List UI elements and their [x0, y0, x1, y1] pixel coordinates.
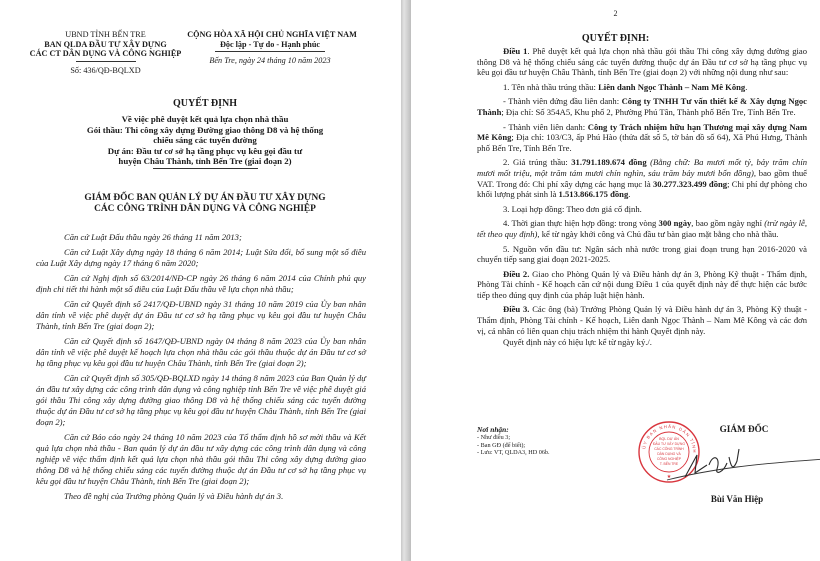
duration-text: , kể từ ngày khởi công và Chủ đầu tư bàn giao mặt bằng cho nhà thầu.	[537, 228, 779, 239]
item-label: 1. Tên nhà thầu trúng thầu:	[503, 81, 599, 92]
recipient-item: - Ban GĐ (để biết);	[477, 441, 526, 449]
duration-text: , bao gồm ngày nghỉ	[691, 218, 765, 229]
legal-basis: Căn cứ Nghị định số 63/2014/NĐ-CP ngày 26 tháng 6 năm 2014 của Chính phủ quy định chi tiết thi hành một số điều của Luật Đấu thầu về lựa chọn nhà thầu;	[36, 273, 366, 294]
legal-basis: Căn cứ Luật Đấu thầu ngày 26 tháng 11 năm 2013;	[64, 232, 242, 242]
legal-basis: Căn cứ Quyết định số 1647/QĐ-UBND ngày 04 tháng 8 năm 2023 của Ủy ban nhân dân tỉnh về việc phê duyệt kế hoạch lựa chọn nhà thầu các gói thầu thuộc dự án Đầu tư cơ sở hạ tầng phục vụ kêu gọi đầu tư huyện Châu Thành, tỉnh Bến Tre (giai đoạn 2);	[36, 336, 366, 368]
svg-text:ỦY BAN NHÂN DÂN TỈNH: ỦY BAN NHÂN DÂN TỈNH	[641, 423, 698, 454]
document-title: QUYẾT ĐỊNH	[173, 98, 237, 109]
lead-member-address: ; Địa chỉ: Số 354A5, Khu phố 2, Phường Phú Tân, Thành phố Bến Tre, Tỉnh Bến Tre.	[501, 106, 796, 117]
svg-text:BQL DỰ ÁN: BQL DỰ ÁN	[659, 437, 679, 441]
issuing-authority	[20, 193, 390, 216]
legal-bases	[36, 232, 366, 506]
document-number: Số: 436/QĐ-BQLXD	[70, 65, 141, 75]
document-subject	[20, 114, 390, 173]
construction-cost: 30.277.323.499 đồng	[652, 178, 728, 189]
legal-basis: Theo đề nghị của Trưởng phòng Quản lý và Điều hành dự án 3.	[64, 491, 284, 501]
article-2	[477, 269, 807, 301]
item-label: 4. Thời gian thực hiện hợp đồng: trong vòng	[503, 218, 659, 229]
contract-type: 3. Loại hợp đồng: Theo đơn giá cố định.	[503, 203, 642, 214]
svg-text:★: ★	[666, 475, 672, 480]
joint-member-name: Công ty Trách nhiệm hữu hạn Thương mại xây dựng Nam Mê Kông	[477, 121, 807, 143]
svg-text:CÔNG NGHIỆP: CÔNG NGHIỆP	[656, 457, 682, 461]
contingency-label: ; Chi phí dự phòng cho khối lượng phát sinh là	[477, 178, 807, 200]
svg-text:DÂN DỤNG VÀ: DÂN DỤNG VÀ	[657, 452, 681, 456]
authority-line: GIÁM ĐỐC BAN QUẢN LÝ DỰ ÁN ĐẦU TƯ XÂY DỰNG	[84, 193, 326, 203]
article-text: Các ông (bà) Trưởng Phòng Quản lý và Điều hành dự án 3, Phòng Kỹ thuật - Thẩm định, Phòng Tài chính - Kế hoạch, Liên danh Ngọc Thành – Nam Mê Kông và các đơn vị, cá nhân có liên quan chịu trách nhiệm thi hành Quyết định này.	[477, 304, 808, 336]
authority-line: CÁC CÔNG TRÌNH DÂN DỤNG VÀ CÔNG NGHIỆP	[94, 204, 316, 215]
legal-basis: Căn cứ Báo cáo ngày 24 tháng 10 năm 2023 của Tổ thẩm định hồ sơ mời thầu và Kết quả lựa chọn nhà thầu - Ban quản lý dự án đầu tư xây dựng các công trình dân dụng và công nghiệp về việc thẩm định kết quả lựa chọn nhà thầu gói thầu Thi công xây dựng đường giao thông D8 và hệ thống chiếu sáng các tuyến đường thuộc dự án Đầu tư cơ sở hạ tầng phục vụ kêu gọi đầu tư huyện Châu Thành, tỉnh Bến Tre (giai đoạn 2);	[36, 432, 366, 486]
issuing-agency-header	[18, 30, 193, 75]
legal-basis: Căn cứ Quyết định số 305/QĐ-BQLXD ngày 14 tháng 8 năm 2023 của Ban Quản lý dự án đầu tư xây dựng các công trình dân dụng và công nghiệp tỉnh Bến Tre về việc phê duyệt giá gói thầu Thi công xây dựng đường giao thông D8 và hệ thống chiếu sáng các tuyến đường thuộc dự án Đầu tư cơ sở hạ tầng phục vụ kêu gọi đầu tư huyện Châu Thành, tỉnh Bến Tre (giai đoạn 2);	[36, 373, 366, 427]
article-label: Điều 1	[503, 46, 528, 56]
article-text: . Phê duyệt kết quả lựa chọn nhà thầu gói thầu Thi công xây dựng đường giao thông D8 và hệ thống chiếu sáng các tuyến đường thuộc dự án Đầu tư cơ sở hạ tầng phục vụ kêu gọi đầu tư huyện Châu Thành, tỉnh Bến Tre (giai đoạn 2) với những nội dung như sau:	[477, 46, 807, 78]
agency-name-line2: CÁC CT DÂN DỤNG VÀ CÔNG NGHIỆP	[29, 49, 182, 58]
winning-bidder-name: Liên danh Ngọc Thành – Nam Mê Kông	[598, 81, 746, 92]
signature-icon	[647, 435, 820, 495]
article-label: Điều 2.	[503, 268, 530, 279]
price-in-words: (Bằng chữ: Ba mươi mốt tỷ, bảy trăm chín mươi mốt triệu, một trăm tám mươi chín nghìn, sáu trăm bảy mươi bốn đồng)	[477, 157, 808, 178]
recipient-item: - Lưu: VT, QLDA3, HD 06b.	[477, 449, 550, 457]
svg-text:ĐẦU TƯ XÂY DỰNG: ĐẦU TƯ XÂY DỰNG	[652, 442, 686, 446]
item-label: - Thành viên đứng đầu liên danh:	[503, 96, 622, 107]
price-value: 31.791.189.674 đồng	[571, 157, 647, 168]
svg-text:CÁC CÔNG TRÌNH: CÁC CÔNG TRÌNH	[654, 447, 684, 451]
document-date: Bến Tre, ngày 24 tháng 10 năm 2023	[209, 56, 331, 65]
svg-text:T. BẾN TRE: T. BẾN TRE	[659, 462, 679, 466]
joint-member	[477, 122, 807, 154]
decision-body	[477, 46, 807, 352]
funding-source: 5. Nguồn vốn đầu tư: Ngân sách nhà nước trong giai đoạn trung hạn 2016-2020 và chuyển tiếp sang giai đoạn 2021-2025.	[477, 243, 807, 265]
recipient-item: - Như điều 3;	[477, 434, 511, 441]
motto-divider	[215, 51, 325, 52]
contract-duration	[477, 218, 807, 239]
lead-member	[477, 96, 807, 117]
document-page-1	[0, 0, 401, 561]
article-text: Giao cho Phòng Quản lý và Điều hành dự án 3, Phòng Kỹ thuật - Thẩm định, Phòng Tài chính - Kế hoạch căn cứ nội dung Điều 1 của quyết định này để thực hiện các bước tiếp theo đúng quy định của pháp luật hiện hành.	[477, 268, 807, 300]
document-page-2	[411, 0, 820, 561]
article-1	[477, 46, 807, 78]
national-name: CỘNG HÒA XÃ HỘI CHỦ NGHĨA VIỆT NAM	[187, 30, 357, 39]
winning-bidder: 1. Tên nhà thầu trúng thầu: Liên danh Ngọc Thành – Nam Mê Kông.	[503, 81, 748, 92]
page-gutter	[401, 0, 411, 561]
contingency-cost: 1.513.866.175 đồng	[558, 189, 629, 200]
article-3	[477, 304, 807, 336]
header-divider	[76, 61, 136, 62]
subject-line: huyện Châu Thành, tỉnh Bến Tre (giai đoạn 2)	[118, 156, 292, 167]
effective-clause: Quyết định này có hiệu lực kể từ ngày ký./.	[503, 337, 652, 348]
price-vat-note: , bao gồm thuế VAT. Trong đó: Chi phí xây dựng các hạng mục là	[477, 167, 807, 189]
recipients-title: Nơi nhận:	[477, 425, 509, 434]
item-label: 2. Giá trúng thầu:	[503, 157, 572, 168]
legal-basis: Căn cứ Luật Xây dựng ngày 18 tháng 6 năm 2014; Luật Sửa đổi, bổ sung một số điều của Luật Xây dựng ngày 17 tháng 6 năm 2020;	[36, 247, 366, 268]
decision-heading: QUYẾT ĐỊNH:	[581, 33, 650, 44]
national-motto: Độc lập - Tự do - Hạnh phúc	[219, 39, 321, 49]
joint-member-address: ; Địa chỉ: 103/C3, ấp Phú Hào (thửa đất số 5, tờ bản đồ số 64), Xã Phú Hưng, Thành phố Bến Tre, Tỉnh Bến Tre.	[477, 132, 808, 153]
legal-basis: Căn cứ Quyết định số 2417/QĐ-UBND ngày 31 tháng 10 năm 2019 của Ủy ban nhân dân tỉnh về việc phê duyệt dự án Đầu tư cơ sở hạ tầng phục vụ kêu gọi đầu tư huyện Châu Thành, tỉnh Bến Tre (giai đoạn 2);	[36, 299, 366, 331]
signer-title: GIÁM ĐỐC	[719, 424, 769, 434]
winning-price: 2. Giá trúng thầu: 31.791.189.674 đồng (Bằng chữ: Ba mươi mốt tỷ, bảy trăm chín mươi mốt triệu, một trăm tám mươi chín nghìn, sáu trăm bảy mươi bốn đồng), bao gồm thuế VAT. Trong đó: Chi phí xây dựng các hạng mục là 30.277.323.499 đồng; Chi phí dự phòng cho khối lượng phát sinh là 1.513.866.175 đồng.	[477, 157, 808, 200]
recipients-block	[477, 425, 627, 457]
item-label: - Thành viên liên danh:	[503, 121, 588, 132]
agency-parent: UBND TỈNH BẾN TRE	[65, 30, 146, 39]
article-label: Điều 3.	[503, 304, 530, 315]
subject-line: Về việc phê duyệt kết quả lựa chọn nhà thầu	[121, 114, 289, 124]
subject-line: chiếu sáng các tuyến đường	[153, 135, 257, 146]
subject-divider	[153, 168, 258, 169]
agency-name-line1: BAN QLDA ĐẦU TƯ XÂY DỰNG	[44, 39, 167, 49]
holiday-note: (trừ ngày lễ, tết theo quy định)	[477, 218, 807, 239]
subject-line: Dự án: Đầu tư cơ sở hạ tầng phục vụ kêu gọi đầu tư	[107, 145, 303, 156]
duration-days: 300 ngày	[658, 218, 692, 229]
subject-line: Gói thầu: Thi công xây dựng Đường giao thông D8 và hệ thống	[86, 124, 324, 135]
page-number: 2	[613, 9, 618, 18]
lead-member-name: Công ty TNHH Tư vấn thiết kế & Xây dựng Ngọc Thành	[477, 96, 807, 117]
national-motto-header	[187, 30, 357, 66]
signer-name: Bùi Văn Hiệp	[710, 494, 764, 504]
